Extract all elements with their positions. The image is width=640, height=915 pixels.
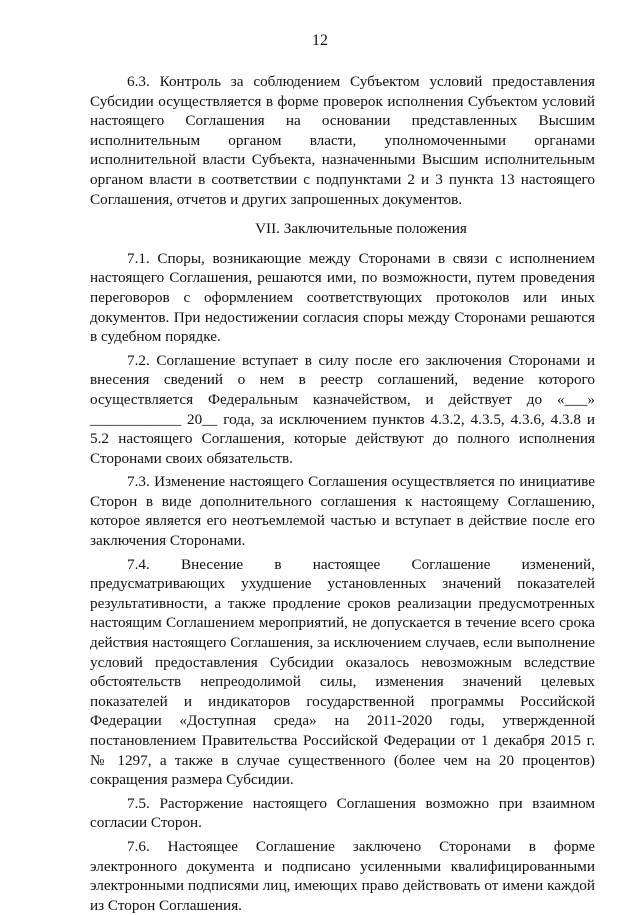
paragraph-7-2: 7.2. Соглашение вступает в силу после его заключения Сторонами и внесения сведений о нем в реестр соглашений, ведение которого осуществляется Федеральным казначейством, и действует до «___» ____________ 20__ года, за исключением пунктов 4.3.2, 4.3.5, 4.3.6, 4.3.8 и 5.2 настоящего Соглашения, которые действуют до полного исполнения Сторонами своих обязательств. [90,351,595,467]
document-body [90,72,595,915]
paragraph-7-3: 7.3. Изменение настоящего Соглашения осуществляется по инициативе Сторон в виде дополнительного соглашения к настоящему Соглашению, которое является его неотъемлемой частью и вступает в действие после его заключения Сторонами. [90,473,595,550]
paragraph-7-6: 7.6. Настоящее Соглашение заключено Сторонами в форме электронного документа и подписано усиленными квалифицированными электронными подписями лиц, имеющих право действовать от имени каждой из Сторон Соглашения. [90,837,595,914]
paragraph-7-1: 7.1. Споры, возникающие между Сторонами в связи с исполнением настоящего Соглашения, решаются ими, по возможности, путем проведения переговоров с оформлением соответствующих протоколов или иных документов. При недостижении согласия споры между Сторонами решаются в судебном порядке. [90,249,595,346]
paragraph-7-5: 7.5. Расторжение настоящего Соглашения возможно при взаимном согласии Сторон. [90,794,595,832]
paragraph-6-3: 6.3. Контроль за соблюдением Субъектом условий предоставления Субсидии осуществляется в форме проверок исполнения Субъектом условий настоящего Соглашения на основании представленных Высшим исполнительным органом власти, уполномоченными органами исполнительной власти Субъекта, назначенными Высшим исполнительным органом власти в соответствии с подпунктами 2 и 3 пункта 13 настоящего Соглашения, отчетов и других запрошенных документов. [90,73,595,208]
paragraph-7-4: 7.4. Внесение в настоящее Соглашение изменений, предусматривающих ухудшение установленных значений показателей результативности, а также продление сроков реализации предусмотренных настоящим Соглашением мероприятий, не допускается в течение всего срока действия настоящего Соглашения, за исключением случаев, если выполнение условий предоставления Субсидии оказалось невозможным вследствие обстоятельств непреодолимой силы, изменения значений целевых показателей и индикаторов государственной программы Российской Федерации «Доступная среда» на 2011-2020 годы, утвержденной постановлением Правительства Российской Федерации от 1 декабря 2015 г. № 1297, а также в случае существенного (более чем на 20 процентов) сокращения размера Субсидии. [90,555,595,789]
page-number: 12 [312,32,328,49]
section-title: VII. Заключительные положения [255,220,467,238]
